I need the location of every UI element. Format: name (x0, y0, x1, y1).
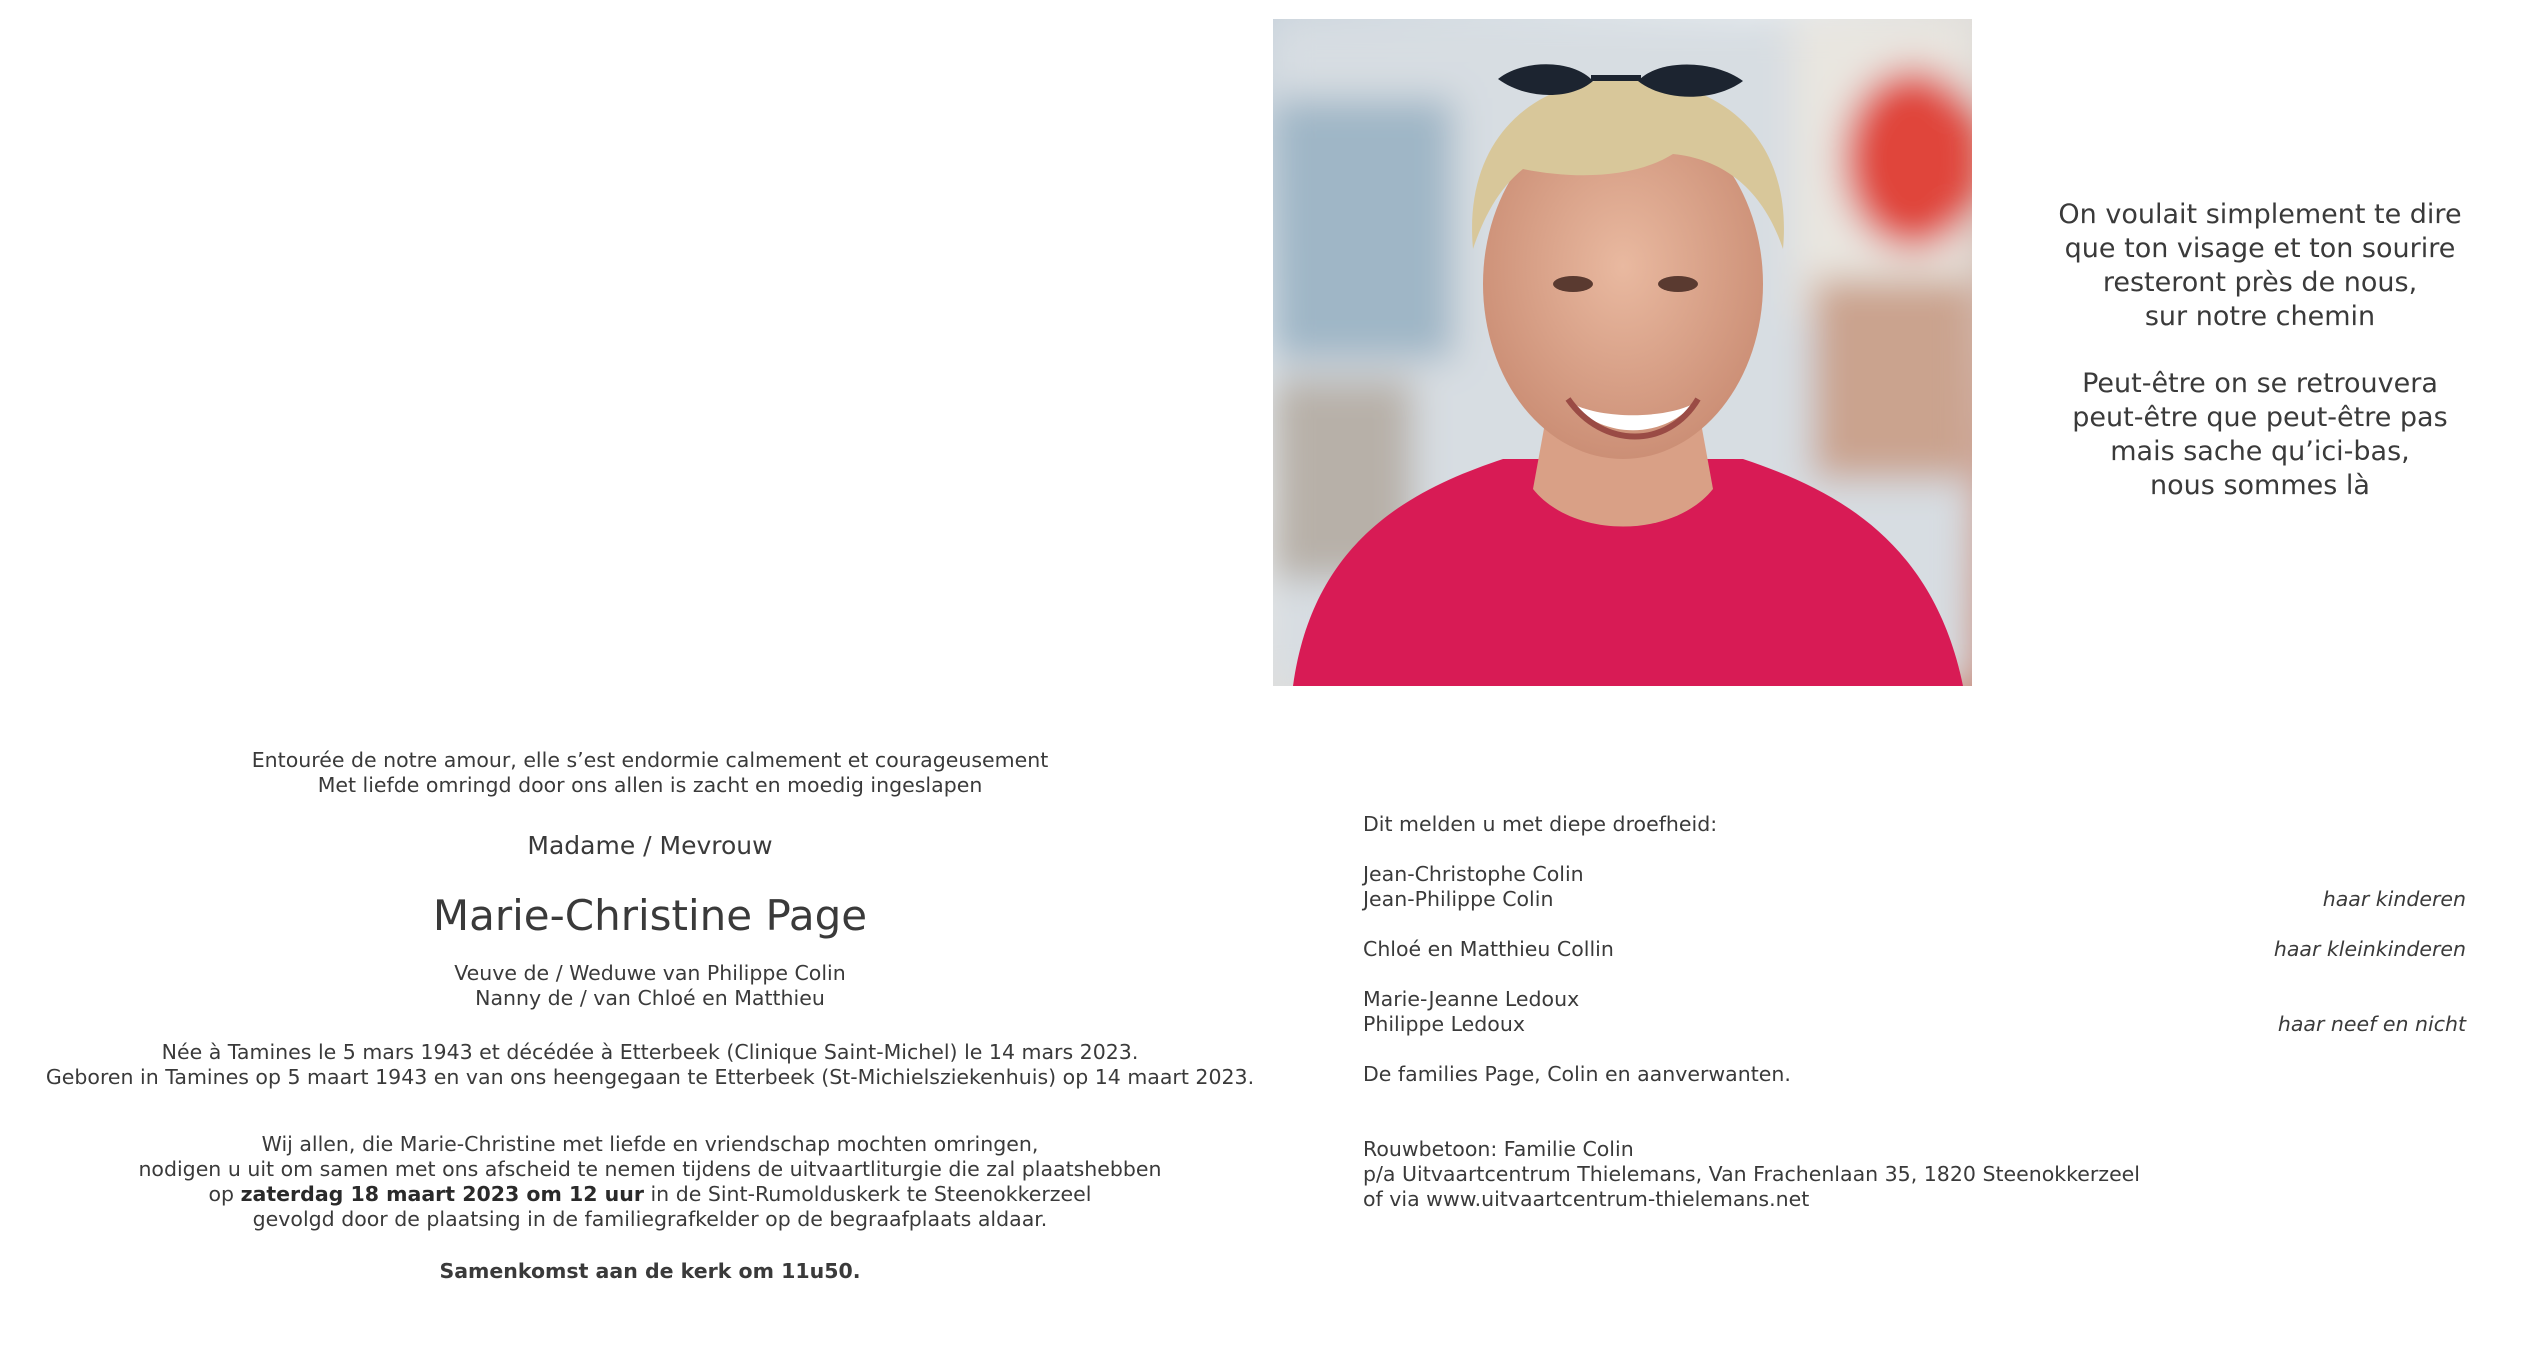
child-name: Jean-Christophe Colin (1363, 862, 1584, 886)
family-row (1363, 887, 2466, 912)
poem-line: resteront près de nous, (2102, 267, 2418, 298)
invite-line: gevolgd door de plaatsing in de familiegrafkelder op de begraafplaats aldaar. (252, 1207, 1048, 1231)
intro-text (0, 748, 1300, 798)
invite-date-line (0, 1182, 1300, 1207)
dates-dutch: Geboren in Tamines op 5 maart 1943 en van ons heengegaan te Etterbeek (St-Michielsziekenhuis) op 14 maart 2023. (45, 1065, 1255, 1089)
funeral-datetime: zaterdag 18 maart 2023 om 12 uur (240, 1182, 644, 1206)
family-heading: Dit melden u met diepe droefheid: (1363, 812, 1718, 836)
poem-line: peut-être que peut-être pas (2072, 402, 2448, 433)
condolences-website[interactable]: of via www.uitvaartcentrum-thielemans.net (1363, 1187, 1810, 1211)
meeting-time: Samenkomst aan de kerk om 11u50. (439, 1259, 861, 1283)
intro-dutch: Met liefde omringd door ons allen is zacht en moedig ingeslapen (317, 773, 983, 797)
intro-french: Entourée de notre amour, elle s’est endormie calmement et courageusement (251, 748, 1049, 772)
nanny-line: Nanny de / van Chloé en Matthieu (475, 986, 825, 1010)
poem-line: nous sommes là (2150, 470, 2370, 501)
life-dates (0, 1040, 1300, 1090)
children-label: haar kinderen (2322, 887, 2466, 911)
widow-line: Veuve de / Weduwe van Philippe Colin (454, 961, 846, 985)
poem-line: mais sache qu’ici-bas, (2110, 436, 2410, 467)
poem-line: que ton visage et ton sourire (2064, 233, 2456, 264)
memorial-poem (1990, 198, 2530, 503)
family-row (1363, 862, 2466, 887)
invite-line: Wij allen, die Marie-Christine met liefde en vriendschap mochten omringen, (261, 1132, 1039, 1156)
family-row (1363, 1012, 2466, 1037)
poem-line: Peut-être on se retrouvera (2082, 368, 2438, 399)
funeral-invitation (0, 1132, 1300, 1232)
condolences-address: p/a Uitvaartcentrum Thielemans, Van Frachenlaan 35, 1820 Steenokkerzeel (1363, 1162, 2140, 1186)
grandchildren-label: haar kleinkinderen (2273, 937, 2466, 961)
poem-line: On voulait simplement te dire (2058, 199, 2462, 230)
nephew-name: Marie-Jeanne Ledoux (1363, 987, 1580, 1011)
invite-prefix: op (208, 1182, 241, 1206)
stanza-gap (1990, 334, 2530, 367)
relations (0, 961, 1300, 1011)
families-line: De families Page, Colin en aanverwanten. (1363, 1062, 1791, 1086)
grandchildren-names: Chloé en Matthieu Collin (1363, 937, 1614, 961)
nephews-label: haar neef en nicht (2277, 1012, 2466, 1036)
dates-french: Née à Tamines le 5 mars 1943 et décédée à Etterbeek (Clinique Saint-Michel) le 14 mars 2023. (161, 1040, 1139, 1064)
child-name: Jean-Philippe Colin (1363, 887, 1554, 911)
portrait-photo (1273, 19, 1972, 686)
family-row (1363, 987, 2466, 1012)
poem-line: sur notre chemin (2144, 301, 2376, 332)
family-announcement (1363, 812, 2466, 1212)
family-row (1363, 937, 2466, 962)
condolences-line: Rouwbetoon: Familie Colin (1363, 1137, 1634, 1161)
portrait-illustration (1273, 19, 1972, 686)
invite-line: nodigen u uit om samen met ons afscheid te nemen tijdens de uitvaartliturgie die zal plaatshebben (138, 1157, 1162, 1181)
nephew-name: Philippe Ledoux (1363, 1012, 1525, 1036)
deceased-name: Marie-Christine Page (432, 891, 868, 940)
honorific: Madame / Mevrouw (527, 831, 773, 860)
invite-suffix: in de Sint-Rumolduskerk te Steenokkerzeel (643, 1182, 1092, 1206)
